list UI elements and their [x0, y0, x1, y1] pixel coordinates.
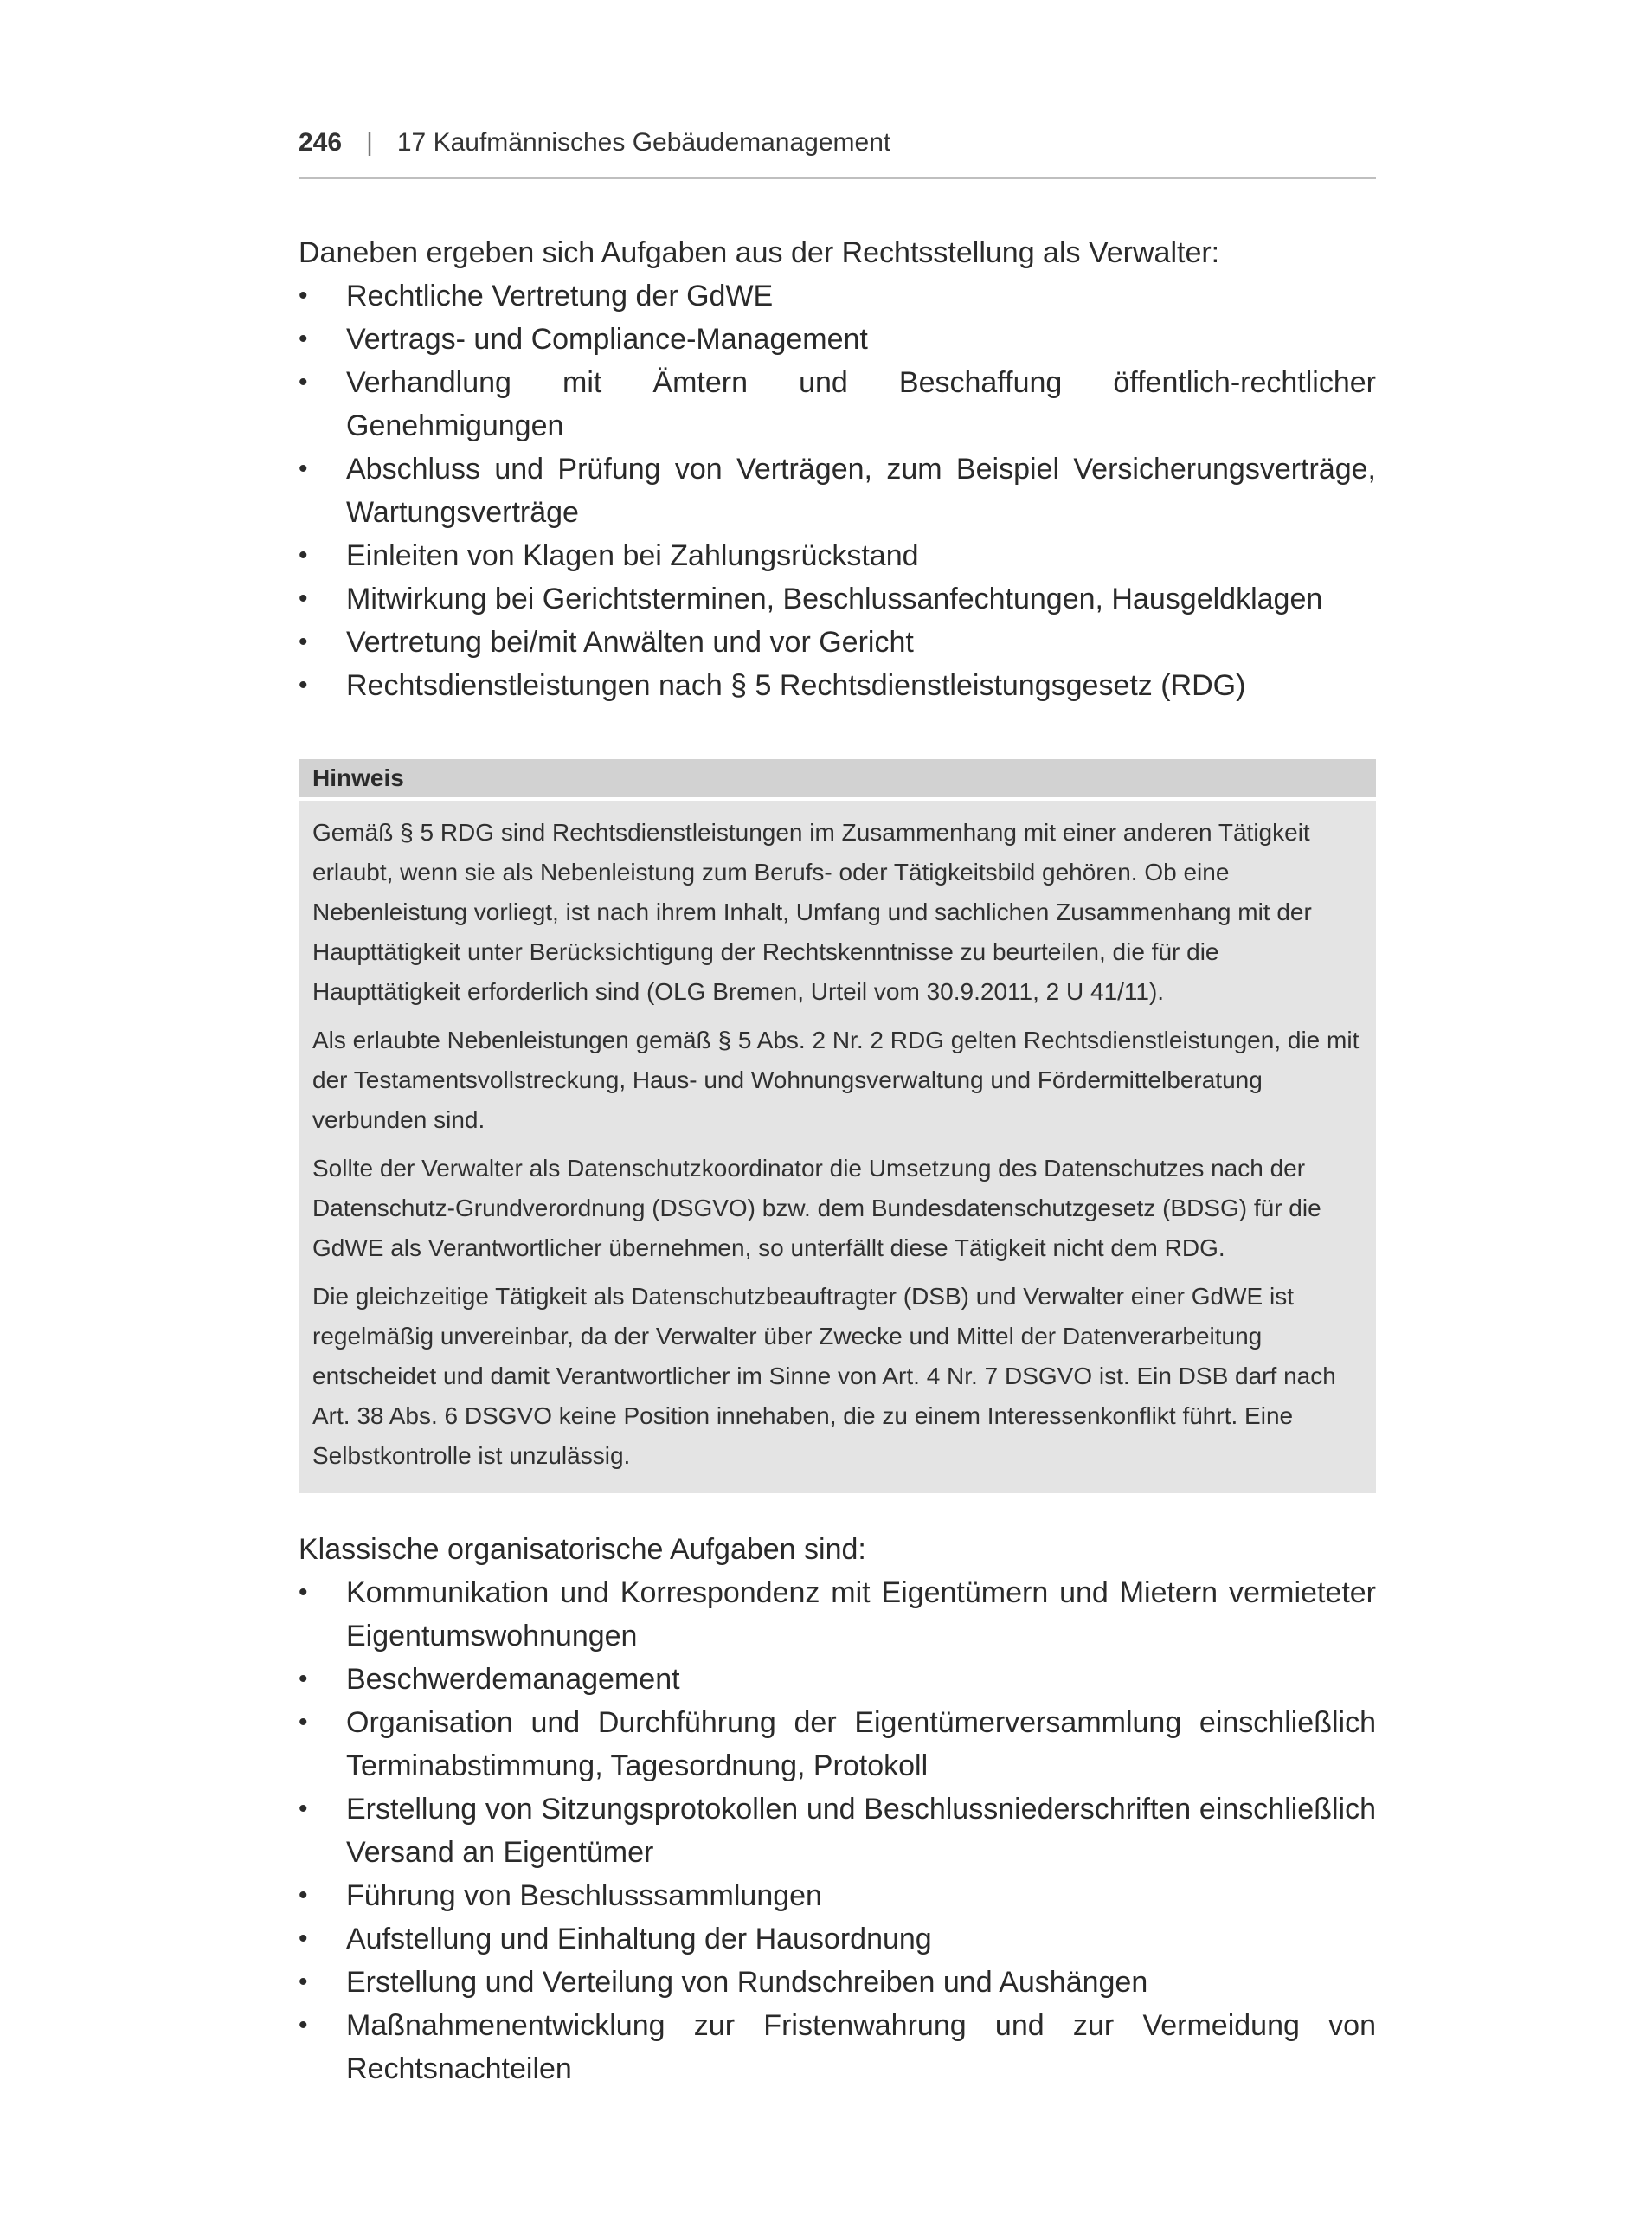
bullet-icon: • — [299, 671, 308, 699]
list-item — [299, 621, 1376, 664]
bullet-icon: • — [299, 628, 308, 656]
note-body — [299, 801, 1376, 1493]
bullet-icon: • — [299, 541, 308, 570]
list-item-text: Kommunikation und Korrespondenz mit Eigentümern und Mietern vermieteter Eigentumswohnungen — [346, 1576, 1376, 1652]
bullet-icon: • — [299, 281, 308, 310]
list-item-text: Erstellung von Sitzungsprotokollen und Beschlussniederschriften einschließlich Versand an Eigentümer — [346, 1793, 1376, 1869]
bullet-icon: • — [299, 1578, 308, 1607]
list-item — [299, 1658, 1376, 1701]
list-item-text: Aufstellung und Einhaltung der Hausordnung — [346, 1923, 932, 1955]
note-paragraph: Die gleichzeitige Tätigkeit als Datenschutzbeauftragter (DSB) und Verwalter einer GdWE ist regelmäßig unvereinbar, da der Verwalter über Zwecke und Mittel der Datenverarbeitung entscheidet und damit Verantwortlicher im Sinne von Art. 4 Nr. 7 DSGVO ist. Ein DSB darf nach Art. 38 Abs. 6 DSGVO keine Position innehaben, die zu einem Interessenkonflikt führt. Eine Selbstkontrolle ist unzulässig. — [312, 1283, 1336, 1469]
list-item-text: Mitwirkung bei Gerichtsterminen, Beschlussanfechtungen, Hausgeldklagen — [346, 583, 1323, 615]
list-item-text: Führung von Beschlusssammlungen — [346, 1879, 822, 1912]
list-item-text: Vertrags- und Compliance-Management — [346, 323, 868, 356]
list-item — [299, 1917, 1376, 1961]
note-title: Hinweis — [299, 759, 1376, 801]
header-separator: | — [366, 128, 373, 157]
section1-intro: Daneben ergeben sich Aufgaben aus der Rechtsstellung als Verwalter: — [299, 236, 1220, 269]
list-item — [299, 534, 1376, 577]
list-item — [299, 2004, 1376, 2090]
bullet-icon: • — [299, 1881, 308, 1910]
note-paragraph: Gemäß § 5 RDG sind Rechtsdienstleistungen im Zusammenhang mit einer anderen Tätigkeit erlaubt, wenn sie als Nebenleistung zum Berufs- oder Tätigkeitsbild gehören. Ob eine Nebenleistung vorliegt, ist nach ihrem Inhalt, Umfang und sachlichen Zusammenhang mit der Haupttätigkeit unter Berücksichtigung der Rechtskenntnisse zu beurteilen, die für die Haupttätigkeit erforderlich sind (OLG Bremen, Urteil vom 30.9.2011, 2 U 41/11). — [312, 819, 1312, 1005]
list-item-text: Organisation und Durchführung der Eigentümerversammlung einschließlich Terminabstimmung, Tagesordnung, Protokoll — [346, 1706, 1376, 1782]
bullet-icon: • — [299, 2011, 308, 2039]
list-item — [299, 1788, 1376, 1874]
page — [299, 121, 1376, 2090]
list-item — [299, 274, 1376, 318]
list-item — [299, 361, 1376, 448]
list-item-text: Erstellung und Verteilung von Rundschreiben und Aushängen — [346, 1966, 1148, 1999]
bullet-icon: • — [299, 1924, 308, 1953]
list-item — [299, 1961, 1376, 2004]
bullet-icon: • — [299, 1708, 308, 1736]
bullet-icon: • — [299, 584, 308, 613]
list-item — [299, 448, 1376, 534]
list-item-text: Vertretung bei/mit Anwälten und vor Gericht — [346, 626, 914, 659]
list-item-text: Beschwerdemanagement — [346, 1663, 680, 1696]
list-item-text: Einleiten von Klagen bei Zahlungsrückstand — [346, 539, 919, 572]
legal-tasks-list — [299, 274, 1376, 707]
note-paragraph: Als erlaubte Nebenleistungen gemäß § 5 Abs. 2 Nr. 2 RDG gelten Rechtsdienstleistungen, die mit der Testamentsvollstreckung, Haus- und Wohnungsverwaltung und Fördermittelberatung verbunden sind. — [312, 1027, 1360, 1133]
list-item — [299, 1701, 1376, 1788]
list-item-text: Abschluss und Prüfung von Verträgen, zum Beispiel Versicherungsverträge, Wartungsverträge — [346, 453, 1376, 529]
list-item — [299, 1874, 1376, 1917]
list-item-text: Verhandlung mit Ämtern und Beschaffung öffentlich-rechtlicher Genehmigungen — [346, 366, 1376, 442]
bullet-icon: • — [299, 1968, 308, 1996]
running-header — [299, 121, 1376, 179]
list-item-text: Rechtsdienstleistungen nach § 5 Rechtsdienstleistungsgesetz (RDG) — [346, 669, 1246, 702]
list-item — [299, 577, 1376, 621]
organizational-tasks-list — [299, 1571, 1376, 2090]
list-item — [299, 1571, 1376, 1658]
list-item-text: Rechtliche Vertretung der GdWE — [346, 280, 774, 312]
list-item-text: Maßnahmenentwicklung zur Fristenwahrung und zur Vermeidung von Rechtsnachteilen — [346, 2009, 1376, 2085]
note-box — [299, 759, 1376, 1493]
bullet-icon: • — [299, 454, 308, 483]
list-item — [299, 318, 1376, 361]
bullet-icon: • — [299, 368, 308, 396]
bullet-icon: • — [299, 1665, 308, 1693]
page-number: 246 — [299, 128, 343, 157]
bullet-icon: • — [299, 1794, 308, 1823]
note-paragraph: Sollte der Verwalter als Datenschutzkoordinator die Umsetzung des Datenschutzes nach der Datenschutz-Grundverordnung (DSGVO) bzw. dem Bundesdatenschutzgesetz (BDSG) für die GdWE als Verantwortlicher übernehmen, so unterfällt diese Tätigkeit nicht dem RDG. — [312, 1155, 1321, 1261]
bullet-icon: • — [299, 325, 308, 353]
chapter-title: 17 Kaufmännisches Gebäudemanagement — [396, 128, 891, 157]
list-item — [299, 664, 1376, 707]
section2-intro: Klassische organisatorische Aufgaben sind: — [299, 1533, 866, 1566]
